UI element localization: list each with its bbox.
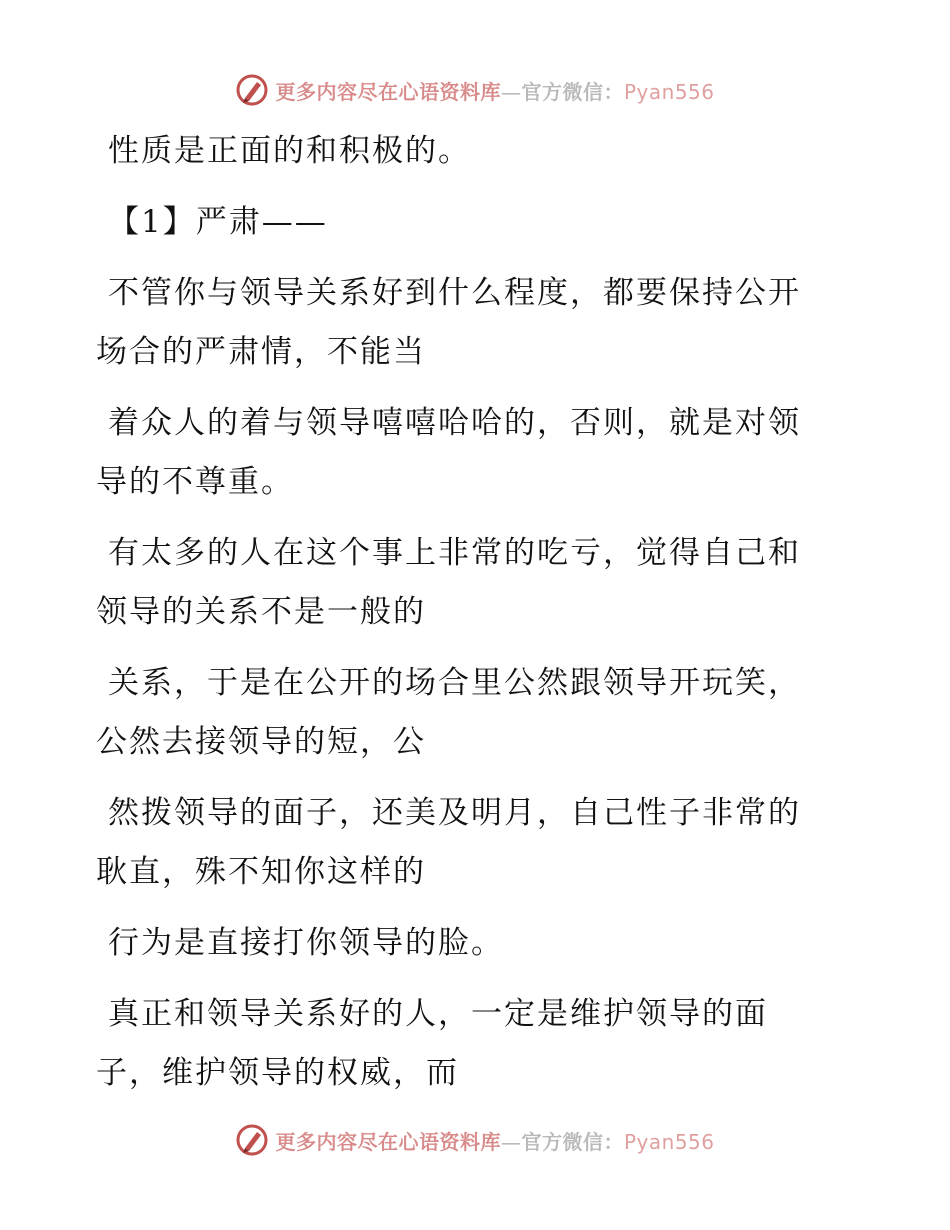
watermark-main-text: 更多内容尽在心语资料库 <box>275 1129 501 1154</box>
footer-watermark <box>0 1120 950 1160</box>
footer-watermark-text <box>275 1126 714 1155</box>
paragraph-line: 真正和领导关系好的人，一定是维护领导的面 <box>108 996 768 1032</box>
paragraph <box>96 394 836 512</box>
header-watermark <box>0 70 950 110</box>
paragraph <box>96 985 836 1103</box>
paragraph <box>96 914 836 973</box>
document-body <box>96 122 836 1115</box>
paragraph-line: 【1】严肃—— <box>108 204 328 240</box>
header-watermark-text <box>275 76 714 105</box>
paragraph-line: 领导的关系不是一般的 <box>96 594 426 630</box>
paragraph-line: 关系，于是在公开的场合里公然跟领导开玩笑， <box>108 665 801 701</box>
pen-circle-logo-icon <box>235 1123 269 1157</box>
paragraph-line: 然拨领导的面子，还美及明月，自己性子非常的 <box>108 795 801 831</box>
paragraph-line: 性质是正面的和积极的。 <box>108 133 471 169</box>
paragraph-line: 子，维护领导的权威，而 <box>96 1055 459 1091</box>
watermark-separator: — <box>500 79 522 104</box>
watermark-wechat-id: Pyan556 <box>623 1129 715 1154</box>
paragraph-line: 场合的严肃情，不能当 <box>96 334 426 370</box>
watermark-wechat-id: Pyan556 <box>623 79 715 104</box>
paragraph-line: 不管你与领导关系好到什么程度，都要保持公开 <box>108 275 801 311</box>
watermark-wechat-label: 官方微信： <box>521 1129 624 1154</box>
paragraph <box>96 122 836 181</box>
paragraph <box>96 784 836 902</box>
paragraph <box>96 264 836 382</box>
paragraph-line: 有太多的人在这个事上非常的吃亏，觉得自己和 <box>108 535 801 571</box>
watermark-wechat-label: 官方微信： <box>521 79 624 104</box>
paragraph-line: 耿直，殊不知你这样的 <box>96 854 426 890</box>
footer-watermark-inner <box>235 1123 714 1157</box>
paragraph-line: 行为是直接打你领导的脸。 <box>108 925 504 961</box>
paragraph-line: 导的不尊重。 <box>96 464 294 500</box>
paragraph-line: 着众人的着与领导嘻嘻哈哈的，否则，就是对领 <box>108 405 801 441</box>
paragraph <box>96 524 836 642</box>
watermark-separator: — <box>500 1129 522 1154</box>
paragraph <box>96 193 836 252</box>
paragraph <box>96 654 836 772</box>
header-watermark-inner <box>235 73 714 107</box>
paragraph-line: 公然去接领导的短，公 <box>96 724 426 760</box>
pen-circle-logo-icon <box>235 73 269 107</box>
watermark-main-text: 更多内容尽在心语资料库 <box>275 79 501 104</box>
